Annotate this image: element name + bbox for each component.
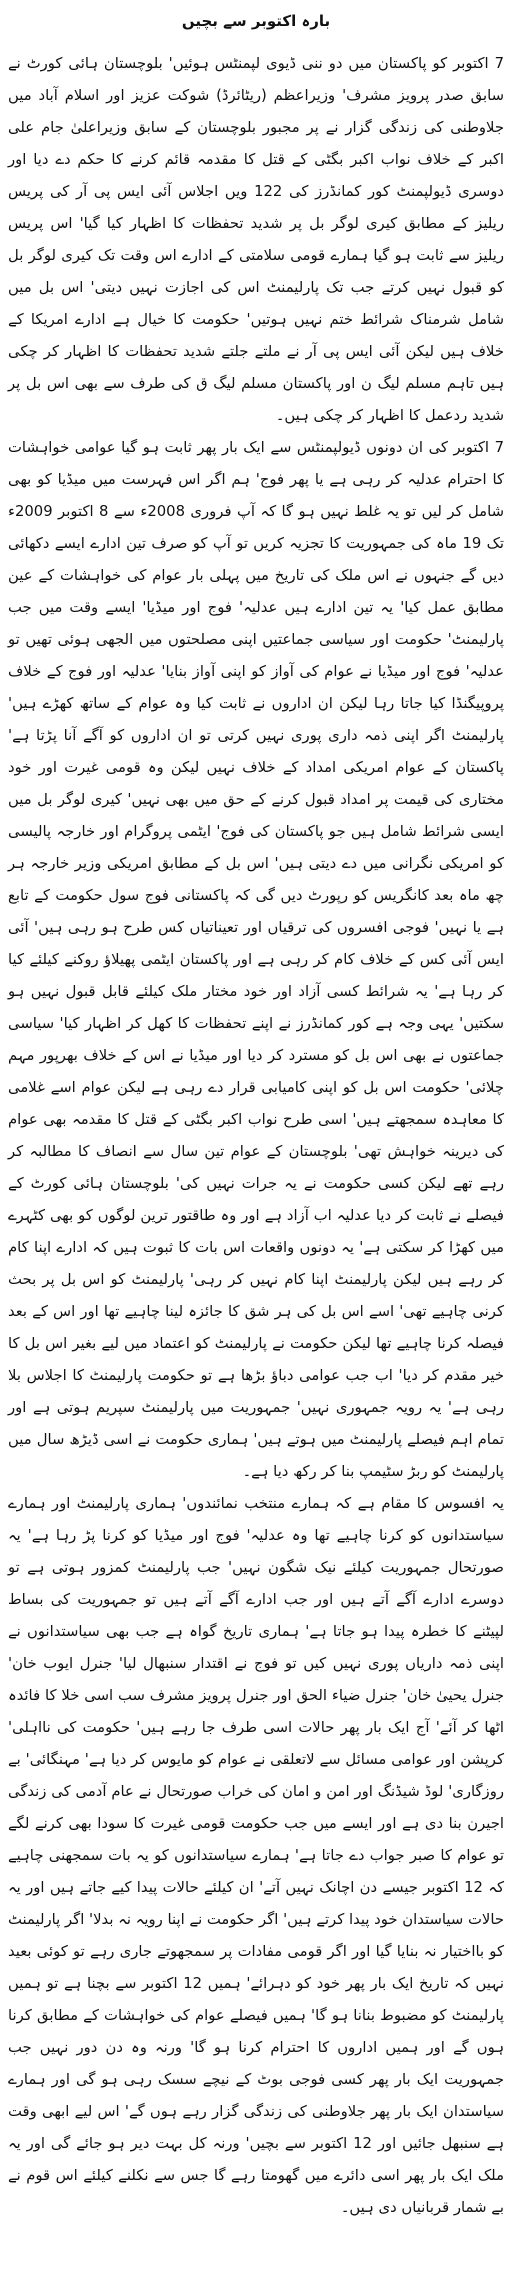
article-headline: بارہ اکتوبر سے بچیں [181,12,331,30]
article-paragraph-3: یہ افسوس کا مقام ہے کہ ہمارے منتخب نمائندوں' ہماری پارلیمنٹ اور ہمارے سیاستدانوں کو کرنا چاہیے تھا وہ عدلیہ' فوج اور میڈیا کو کرنا پڑ رہا ہے' یہ صورتحال جمہوریت کیلئے نیک شگون نہیں' جب پارلیمنٹ کمزور ہوتی ہے تو دوسرے ادارے آگے آتے ہیں اور جب ادارے آگے آتے ہیں تو جمہوریت کی بساط لپیٹنے کا خطرہ پیدا ہو جاتا ہے' ہماری تاریخ گواہ ہے جب بھی سیاستدانوں نے اپنی ذمہ داریاں پوری نہیں کیں تو فوج نے اقتدار سنبھال لیا' جنرل ایوب خان' جنرل یحییٰ خان' جنرل ضیاء الحق اور جنرل پرویز مشرف سب اسی خلا کا فائدہ اٹھا کر آئے' آج ایک بار پھر حالات اسی طرف جا رہے ہیں' حکومت کی نااہلی' کرپشن اور عوامی مسائل سے لاتعلقی نے عوام کو مایوس کر دیا ہے' مہنگائی' بے روزگاری' لوڈ شیڈنگ اور امن و امان کی خراب صورتحال نے عام آدمی کی زندگی اجیرن بنا دی ہے اور ایسے میں جب حکومت قومی غیرت کا سودا بھی کرنے لگے تو عوام کا صبر جواب دے جاتا ہے' ہمارے سیاستدانوں کو یہ بات سمجھنی چاہیے کہ 12 اکتوبر جیسے دن اچانک نہیں آتے' ان کیلئے حالات پیدا کیے جاتے ہیں اور یہ حالات سیاستدان خود پیدا کرتے ہیں' اگر حکومت نے اپنا رویہ نہ بدلا' اگر پارلیمنٹ کو بااختیار نہ بنایا گیا اور اگر قومی مفادات پر سمجھوتے جاری رہے تو کوئی بعید نہیں کہ تاریخ ایک بار پھر خود کو دہرائے' ہمیں 12 اکتوبر سے بچنا ہے تو ہمیں پارلیمنٹ کو مضبوط بنانا ہو گا' ہمیں فیصلے عوام کی خواہشات کے مطابق کرنا ہوں گے اور ہمیں اداروں کا احترام کرنا ہو گا' ورنہ وہ دن دور نہیں جب جمہوریت ایک بار پھر کسی فوجی بوٹ کے نیچے سسک رہی ہو گی اور ہمارے سیاستدان ایک بار پھر جلاوطنی کی زندگی گزار رہے ہوں گے' اس لیے ابھی وقت ہے سنبھل جائیں اور 12 اکتوبر سے بچیں' ورنہ کل بہت دیر ہو جائے گی اور یہ ملک ایک بار پھر اسی دائرے میں گھومتا رہے گا جس سے نکلنے کیلئے اس قوم نے بے شمار قربانیاں دی ہیں۔ [8,1495,505,2216]
article-paragraph-1: 7 اکتوبر کو پاکستان میں دو ننی ڈیوی لپمنٹس ہوئیں' بلوچستان ہائی کورٹ نے سابق صدر پرویز مشرف' وزیراعظم (ریٹائرڈ) شوکت عزیز اور اسلام آباد میں جلاوطنی کی زندگی گزار نے پر مجبور بلوچستان کے سابق وزیراعلیٰ جام علی اکبر کے خلاف نواب اکبر بگٹی کے قتل کا مقدمہ قائم کرنے کا حکم دے دیا اور دوسری ڈیولپمنٹ کور کمانڈرز کی 122 ویں اجلاس آئی ایس پی آر کی پریس ریلیز کے مطابق کیری لوگر بل پر شدید تحفظات کا اظہار کیا گیا' اس پریس ریلیز سے ثابت ہو گیا ہمارے قومی سلامتی کے ادارے اس وقت تک کیری لوگر بل کو قبول نہیں کرتے جب تک پارلیمنٹ اس کی اجازت نہیں دیتی' اس بل میں شامل شرمناک شرائط ختم نہیں ہوتیں' حکومت کا خیال ہے ادارے امریکا کے خلاف ہیں لیکن آئی ایس پی آر نے ملتے جلتے شدید تحفظات کا اظہار کر چکی ہیں تاہم مسلم لیگ ن اور پاکستان مسلم لیگ ق کی طرف سے بھی اس بل پر شدید ردعمل کا اظہار کر چکی ہیں۔ [8,55,504,424]
article-paragraph-2: 7 اکتوبر کی ان دونوں ڈیولپمنٹس سے ایک بار پھر ثابت ہو گیا عوامی خواہشات کا احترام عدلیہ کر رہی ہے یا پھر فوج' ہم اگر اس فہرست میں میڈیا کو بھی شامل کر لیں تو یہ غلط نہیں ہو گا کہ آپ فروری 2008ء سے 8 اکتوبر 2009ء تک 19 ماہ کی جمہوریت کا تجزیہ کریں تو آپ کو صرف تین ادارے ایسے دکھائی دیں گے جنہوں نے اس ملک کی تاریخ میں پہلی بار عوام کی خواہشات کے عین مطابق عمل کیا' یہ تین ادارے ہیں عدلیہ' فوج اور میڈیا' ایسے وقت میں جب پارلیمنٹ' حکومت اور سیاسی جماعتیں اپنی مصلحتوں میں الجھی ہوئی تھیں تو عدلیہ' فوج اور میڈیا نے عوام کی آواز کو اپنی آواز بنایا' عدلیہ اور فوج کے خلاف پروپیگنڈا کیا جاتا رہا لیکن ان اداروں نے ثابت کیا وہ عوام کے ساتھ کھڑے ہیں' پارلیمنٹ اگر اپنی ذمہ داری پوری نہیں کرتی تو ان اداروں کو آگے آنا پڑتا ہے' پاکستان کے عوام امریکی امداد کے خلاف نہیں لیکن وہ قومی غیرت اور خود مختاری کی قیمت پر امداد قبول کرنے کے حق میں بھی نہیں' کیری لوگر بل میں ایسی شرائط شامل ہیں جو پاکستان کی فوج' ایٹمی پروگرام اور خارجہ پالیسی کو امریکی نگرانی میں دے دیتی ہیں' اس بل کے مطابق امریکی وزیر خارجہ ہر چھ ماہ بعد کانگریس کو رپورٹ دیں گی کہ پاکستانی فوج سول حکومت کے تابع ہے یا نہیں' فوجی افسروں کی ترقیاں اور تعیناتیاں کس طرح ہو رہی ہیں' آئی ایس آئی کس کے خلاف کام کر رہی ہے اور پاکستان ایٹمی پھیلاؤ روکنے کیلئے کیا کر رہا ہے' یہ شرائط کسی آزاد اور خود مختار ملک کیلئے قابل قبول نہیں ہو سکتیں' یہی وجہ ہے کور کمانڈرز نے اپنے تحفظات کا کھل کر اظہار کیا' سیاسی جماعتوں نے بھی اس بل کو مسترد کر دیا اور میڈیا نے اس کے خلاف بھرپور مہم چلائی' حکومت اس بل کو اپنی کامیابی قرار دے رہی ہے لیکن عوام اسے غلامی کا معاہدہ سمجھتے ہیں' اسی طرح نواب اکبر بگٹی کے قتل کا مقدمہ بھی عوام کی دیرینہ خواہش تھی' بلوچستان کے عوام تین سال سے انصاف کا مطالبہ کر رہے تھے لیکن کسی حکومت نے یہ جرات نہیں کی' بلوچستان ہائی کورٹ کے فیصلے نے ثابت کر دیا عدلیہ اب آزاد ہے اور وہ طاقتور ترین لوگوں کو بھی کٹہرے میں کھڑا کر سکتی ہے' یہ دونوں واقعات اس بات کا ثبوت ہیں کہ ادارے اپنا کام کر رہے ہیں لیکن پارلیمنٹ اپنا کام نہیں کر رہی' پارلیمنٹ کو اس بل پر بحث کرنی چاہیے تھی' اسے اس بل کی ہر شق کا جائزہ لینا چاہیے تھا اور اس کے بعد فیصلہ کرنا چاہیے تھا لیکن حکومت نے پارلیمنٹ کو اعتماد میں لیے بغیر اس بل کا خیر مقدم کر دیا' اب جب عوامی دباؤ بڑھا ہے تو حکومت پارلیمنٹ کا اجلاس بلا رہی ہے' یہ رویہ جمہوری نہیں' جمہوریت میں پارلیمنٹ سپریم ہوتی ہے اور تمام اہم فیصلے پارلیمنٹ میں ہوتے ہیں' ہماری حکومت نے اسی ڈیڑھ سال میں پارلیمنٹ کو ربڑ سٹیمپ بنا کر رکھ دیا ہے۔ [8,439,504,1480]
